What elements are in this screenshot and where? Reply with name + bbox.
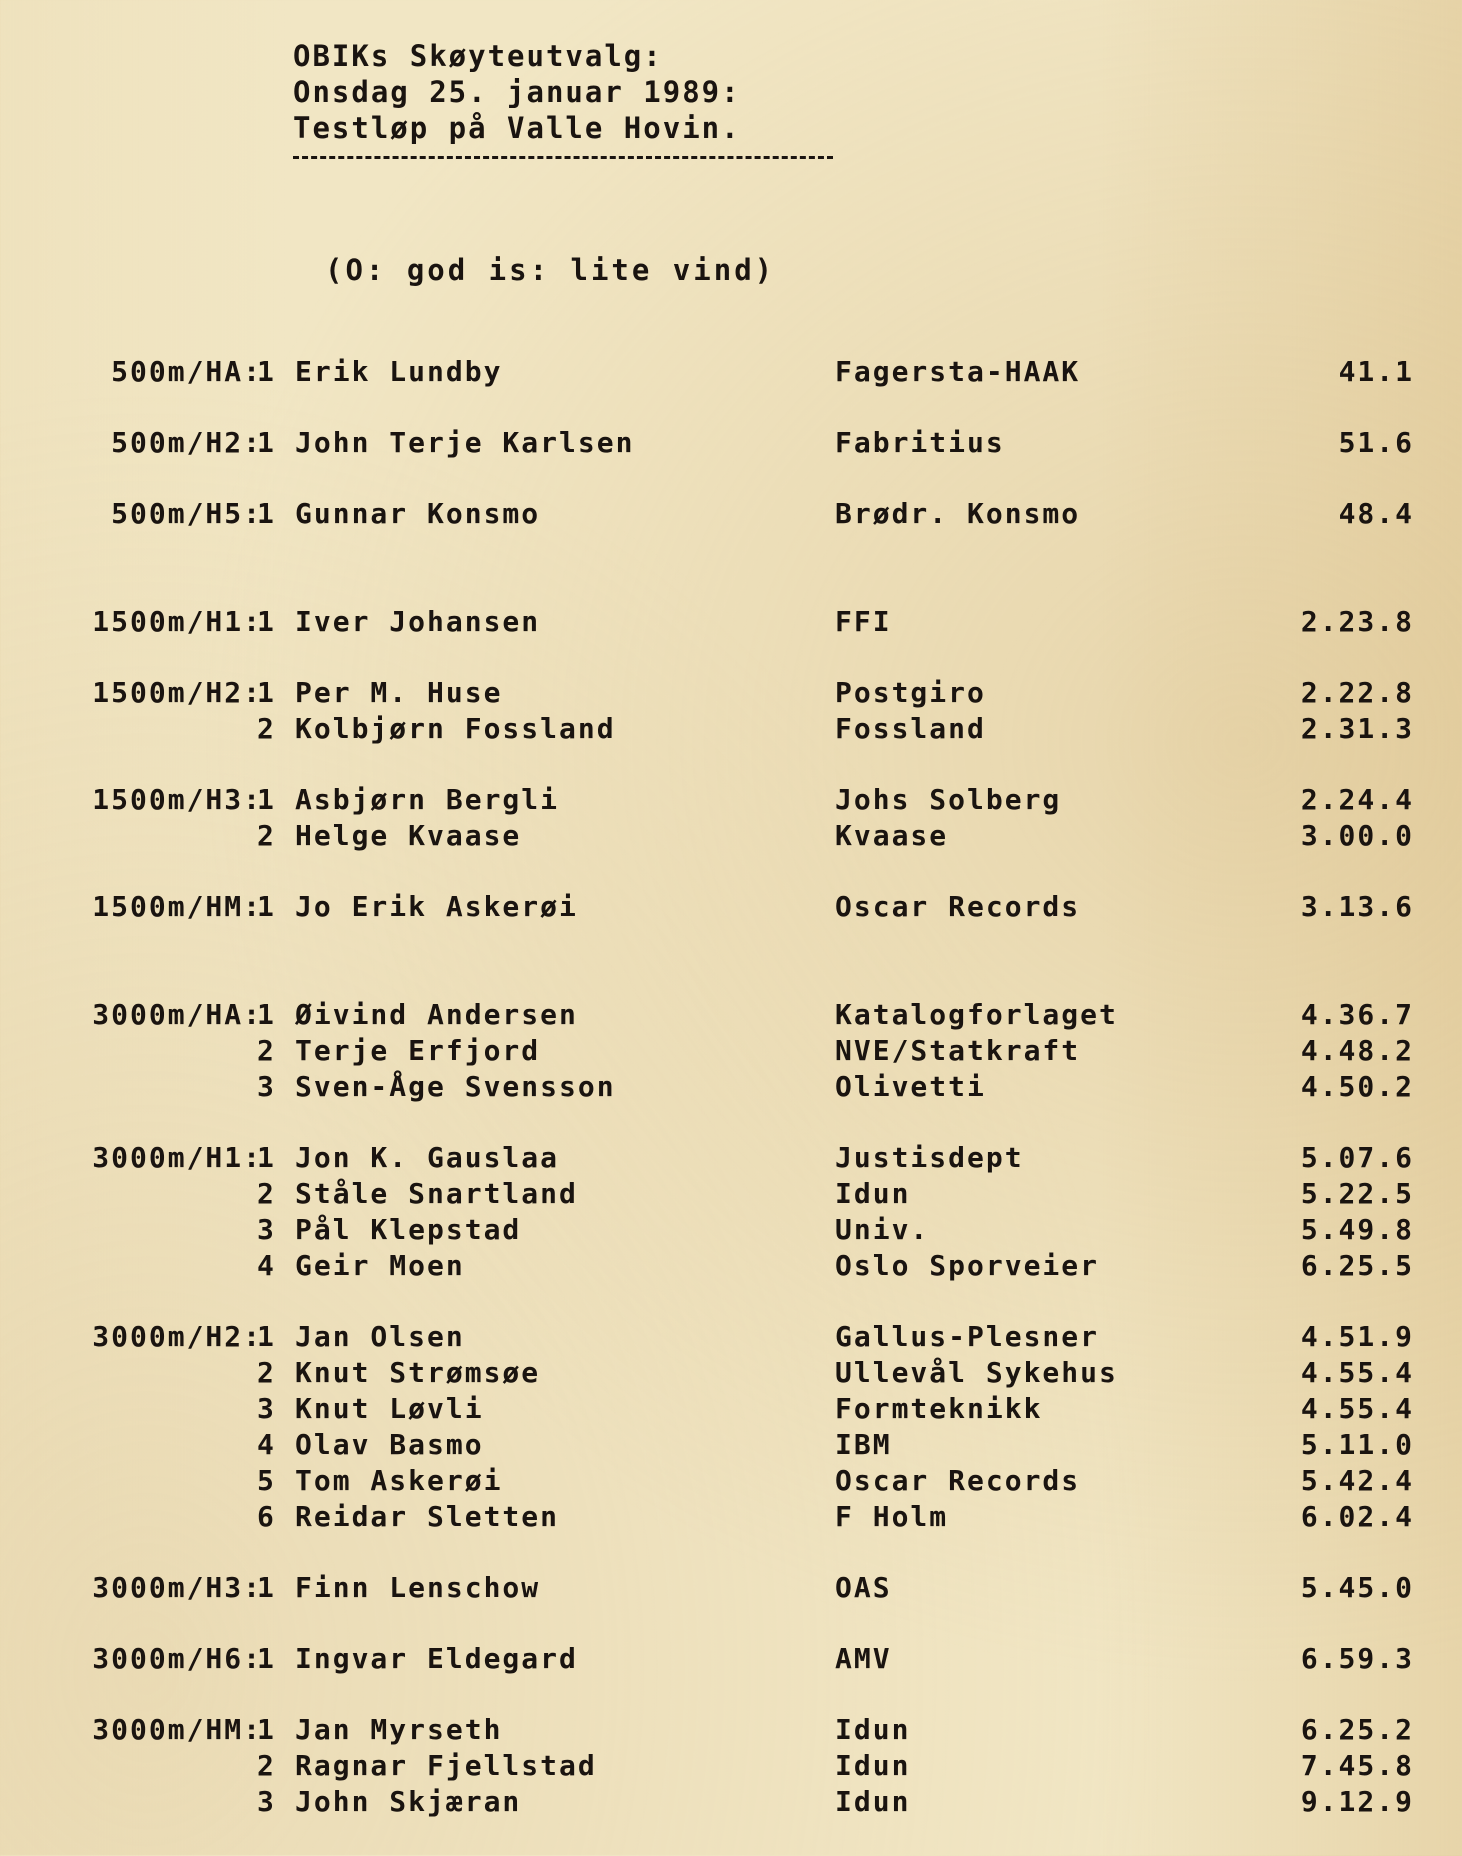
place-number: 1	[257, 605, 276, 638]
event-group	[0, 1713, 1462, 1821]
skater-name: Asbjørn Bergli	[295, 783, 560, 816]
header-date: Onsdag 25. januar 1989:	[293, 75, 741, 109]
result-row	[0, 1249, 1462, 1285]
result-time: 5.07.6	[1300, 1141, 1414, 1174]
event-group	[0, 783, 1462, 855]
club-name: Fagersta-HAAK	[835, 355, 1081, 388]
result-row	[0, 1034, 1462, 1070]
result-time: 6.02.4	[1300, 1500, 1414, 1533]
event-group	[0, 676, 1462, 748]
result-time: 4.36.7	[1300, 998, 1414, 1031]
result-time: 3.00.0	[1300, 819, 1414, 852]
skater-name: Jan Myrseth	[295, 1713, 503, 1746]
result-time: 4.55.4	[1300, 1356, 1414, 1389]
event-group	[0, 605, 1462, 641]
event-group	[0, 998, 1462, 1106]
skater-name: Tom Askerøi	[295, 1464, 503, 1497]
result-row	[0, 783, 1462, 819]
result-time: 2.23.8	[1300, 605, 1414, 638]
result-row	[0, 1464, 1462, 1500]
club-name: NVE/Statkraft	[835, 1034, 1081, 1067]
place-number: 1	[257, 1141, 276, 1174]
event-label: 3000m/H2:	[92, 1320, 262, 1353]
club-name: Justisdept	[835, 1141, 1024, 1174]
result-row	[0, 1213, 1462, 1249]
result-time: 4.55.4	[1300, 1392, 1414, 1425]
event-group	[0, 1320, 1462, 1536]
event-label: 3000m/H6:	[92, 1642, 262, 1675]
event-label: 1500m/HM:	[92, 890, 262, 923]
result-row	[0, 1713, 1462, 1749]
club-name: AMV	[835, 1642, 892, 1675]
club-name: Oscar Records	[835, 890, 1081, 923]
club-name: FFI	[835, 605, 892, 638]
result-row	[0, 676, 1462, 712]
results-list	[0, 355, 1462, 1856]
place-number: 6	[257, 1500, 276, 1533]
event-group	[0, 426, 1462, 462]
place-number: 1	[257, 1713, 276, 1746]
event-group	[0, 1571, 1462, 1607]
result-row	[0, 605, 1462, 641]
place-number: 2	[257, 1749, 276, 1782]
result-row	[0, 497, 1462, 533]
skater-name: Reidar Sletten	[295, 1500, 560, 1533]
club-name: Fabritius	[835, 426, 1005, 459]
place-number: 2	[257, 819, 276, 852]
result-time: 41.1	[1338, 355, 1414, 388]
result-row	[0, 1785, 1462, 1821]
header-organizer: OBIKs Skøyteutvalg:	[293, 39, 663, 73]
result-time: 9.12.9	[1300, 1785, 1414, 1818]
skater-name: John Skjæran	[295, 1785, 522, 1818]
result-row	[0, 1749, 1462, 1785]
place-number: 1	[257, 676, 276, 709]
place-number: 1	[257, 1320, 276, 1353]
result-time: 2.31.3	[1300, 712, 1414, 745]
result-row	[0, 1320, 1462, 1356]
club-name: Idun	[835, 1713, 911, 1746]
place-number: 4	[257, 1249, 276, 1282]
place-number: 2	[257, 1356, 276, 1389]
place-number: 1	[257, 998, 276, 1031]
skater-name: Erik Lundby	[295, 355, 503, 388]
club-name: Katalogforlaget	[835, 998, 1118, 1031]
club-name: Idun	[835, 1177, 911, 1210]
place-number: 4	[257, 1428, 276, 1461]
place-number: 1	[257, 890, 276, 923]
club-name: Idun	[835, 1749, 911, 1782]
result-time: 4.50.2	[1300, 1070, 1414, 1103]
club-name: Fossland	[835, 712, 986, 745]
event-label: 3000m/H1:	[92, 1141, 262, 1174]
place-number: 1	[257, 783, 276, 816]
club-name: Univ.	[835, 1213, 930, 1246]
club-name: Idun	[835, 1785, 911, 1818]
result-time: 5.11.0	[1300, 1428, 1414, 1461]
result-time: 2.24.4	[1300, 783, 1414, 816]
skater-name: Gunnar Konsmo	[295, 497, 541, 530]
place-number: 1	[257, 1571, 276, 1604]
skater-name: Sven-Åge Svensson	[295, 1070, 616, 1103]
result-row	[0, 1356, 1462, 1392]
skater-name: Kolbjørn Fossland	[295, 712, 616, 745]
place-number: 3	[257, 1070, 276, 1103]
document-header	[293, 38, 741, 146]
result-time: 6.25.5	[1300, 1249, 1414, 1282]
event-group	[0, 1642, 1462, 1678]
result-row	[0, 819, 1462, 855]
result-row	[0, 1571, 1462, 1607]
result-time: 4.51.9	[1300, 1320, 1414, 1353]
place-number: 1	[257, 426, 276, 459]
conditions-note: (O: god is: lite vind)	[325, 253, 776, 287]
event-group	[0, 1141, 1462, 1285]
club-name: Brødr. Konsmo	[835, 497, 1081, 530]
event-label: 3000m/HM:	[92, 1713, 262, 1746]
result-time: 48.4	[1338, 497, 1414, 530]
club-name: Johs Solberg	[835, 783, 1062, 816]
skater-name: Jo Erik Askerøi	[295, 890, 578, 923]
result-row	[0, 1177, 1462, 1213]
place-number: 1	[257, 355, 276, 388]
skater-name: Pål Klepstad	[295, 1213, 522, 1246]
event-label: 3000m/H3:	[92, 1571, 262, 1604]
club-name: Oslo Sporveier	[835, 1249, 1100, 1282]
result-time: 5.42.4	[1300, 1464, 1414, 1497]
skater-name: Finn Lenschow	[295, 1571, 541, 1604]
result-time: 6.25.2	[1300, 1713, 1414, 1746]
event-label: 500m/HA:	[111, 355, 262, 388]
club-name: Postgiro	[835, 676, 986, 709]
header-venue: Testløp på Valle Hovin.	[293, 111, 741, 145]
club-name: Gallus-Plesner	[835, 1320, 1100, 1353]
result-row	[0, 1392, 1462, 1428]
header-divider	[293, 156, 833, 159]
event-label: 1500m/H1:	[92, 605, 262, 638]
place-number: 2	[257, 712, 276, 745]
result-row	[0, 1070, 1462, 1106]
result-row	[0, 1642, 1462, 1678]
skater-name: Jan Olsen	[295, 1320, 465, 1353]
result-time: 6.59.3	[1300, 1642, 1414, 1675]
club-name: OAS	[835, 1571, 892, 1604]
result-row	[0, 890, 1462, 926]
skater-name: John Terje Karlsen	[295, 426, 635, 459]
result-row	[0, 426, 1462, 462]
club-name: F Holm	[835, 1500, 949, 1533]
result-time: 7.45.8	[1300, 1749, 1414, 1782]
skater-name: Knut Løvli	[295, 1392, 484, 1425]
result-time: 5.45.0	[1300, 1571, 1414, 1604]
result-row	[0, 998, 1462, 1034]
result-time: 5.49.8	[1300, 1213, 1414, 1246]
club-name: IBM	[835, 1428, 892, 1461]
event-label: 3000m/HA:	[92, 998, 262, 1031]
skater-name: Knut Strømsøe	[295, 1356, 541, 1389]
skater-name: Ragnar Fjellstad	[295, 1749, 597, 1782]
club-name: Oscar Records	[835, 1464, 1081, 1497]
club-name: Olivetti	[835, 1070, 986, 1103]
result-time: 5.22.5	[1300, 1177, 1414, 1210]
club-name: Kvaase	[835, 819, 949, 852]
place-number: 2	[257, 1034, 276, 1067]
place-number: 2	[257, 1177, 276, 1210]
result-row	[0, 1500, 1462, 1536]
event-label: 1500m/H3:	[92, 783, 262, 816]
skater-name: Geir Moen	[295, 1249, 465, 1282]
result-row	[0, 712, 1462, 748]
place-number: 5	[257, 1464, 276, 1497]
skater-name: Helge Kvaase	[295, 819, 522, 852]
event-group	[0, 497, 1462, 533]
event-group	[0, 890, 1462, 926]
event-label: 500m/H5:	[111, 497, 262, 530]
skater-name: Terje Erfjord	[295, 1034, 541, 1067]
result-time: 51.6	[1338, 426, 1414, 459]
event-label: 1500m/H2:	[92, 676, 262, 709]
skater-name: Øivind Andersen	[295, 998, 578, 1031]
result-row	[0, 1141, 1462, 1177]
skater-name: Ståle Snartland	[295, 1177, 578, 1210]
club-name: Formteknikk	[835, 1392, 1043, 1425]
place-number: 3	[257, 1213, 276, 1246]
skater-name: Per M. Huse	[295, 676, 503, 709]
result-time: 3.13.6	[1300, 890, 1414, 923]
result-row	[0, 1428, 1462, 1464]
skater-name: Ingvar Eldegard	[295, 1642, 578, 1675]
place-number: 1	[257, 497, 276, 530]
place-number: 1	[257, 1642, 276, 1675]
skater-name: Olav Basmo	[295, 1428, 484, 1461]
event-group	[0, 355, 1462, 391]
club-name: Ullevål Sykehus	[835, 1356, 1118, 1389]
place-number: 3	[257, 1785, 276, 1818]
skater-name: Jon K. Gauslaa	[295, 1141, 560, 1174]
result-time: 4.48.2	[1300, 1034, 1414, 1067]
result-row	[0, 355, 1462, 391]
event-label: 500m/H2:	[111, 426, 262, 459]
place-number: 3	[257, 1392, 276, 1425]
skater-name: Iver Johansen	[295, 605, 541, 638]
result-time: 2.22.8	[1300, 676, 1414, 709]
